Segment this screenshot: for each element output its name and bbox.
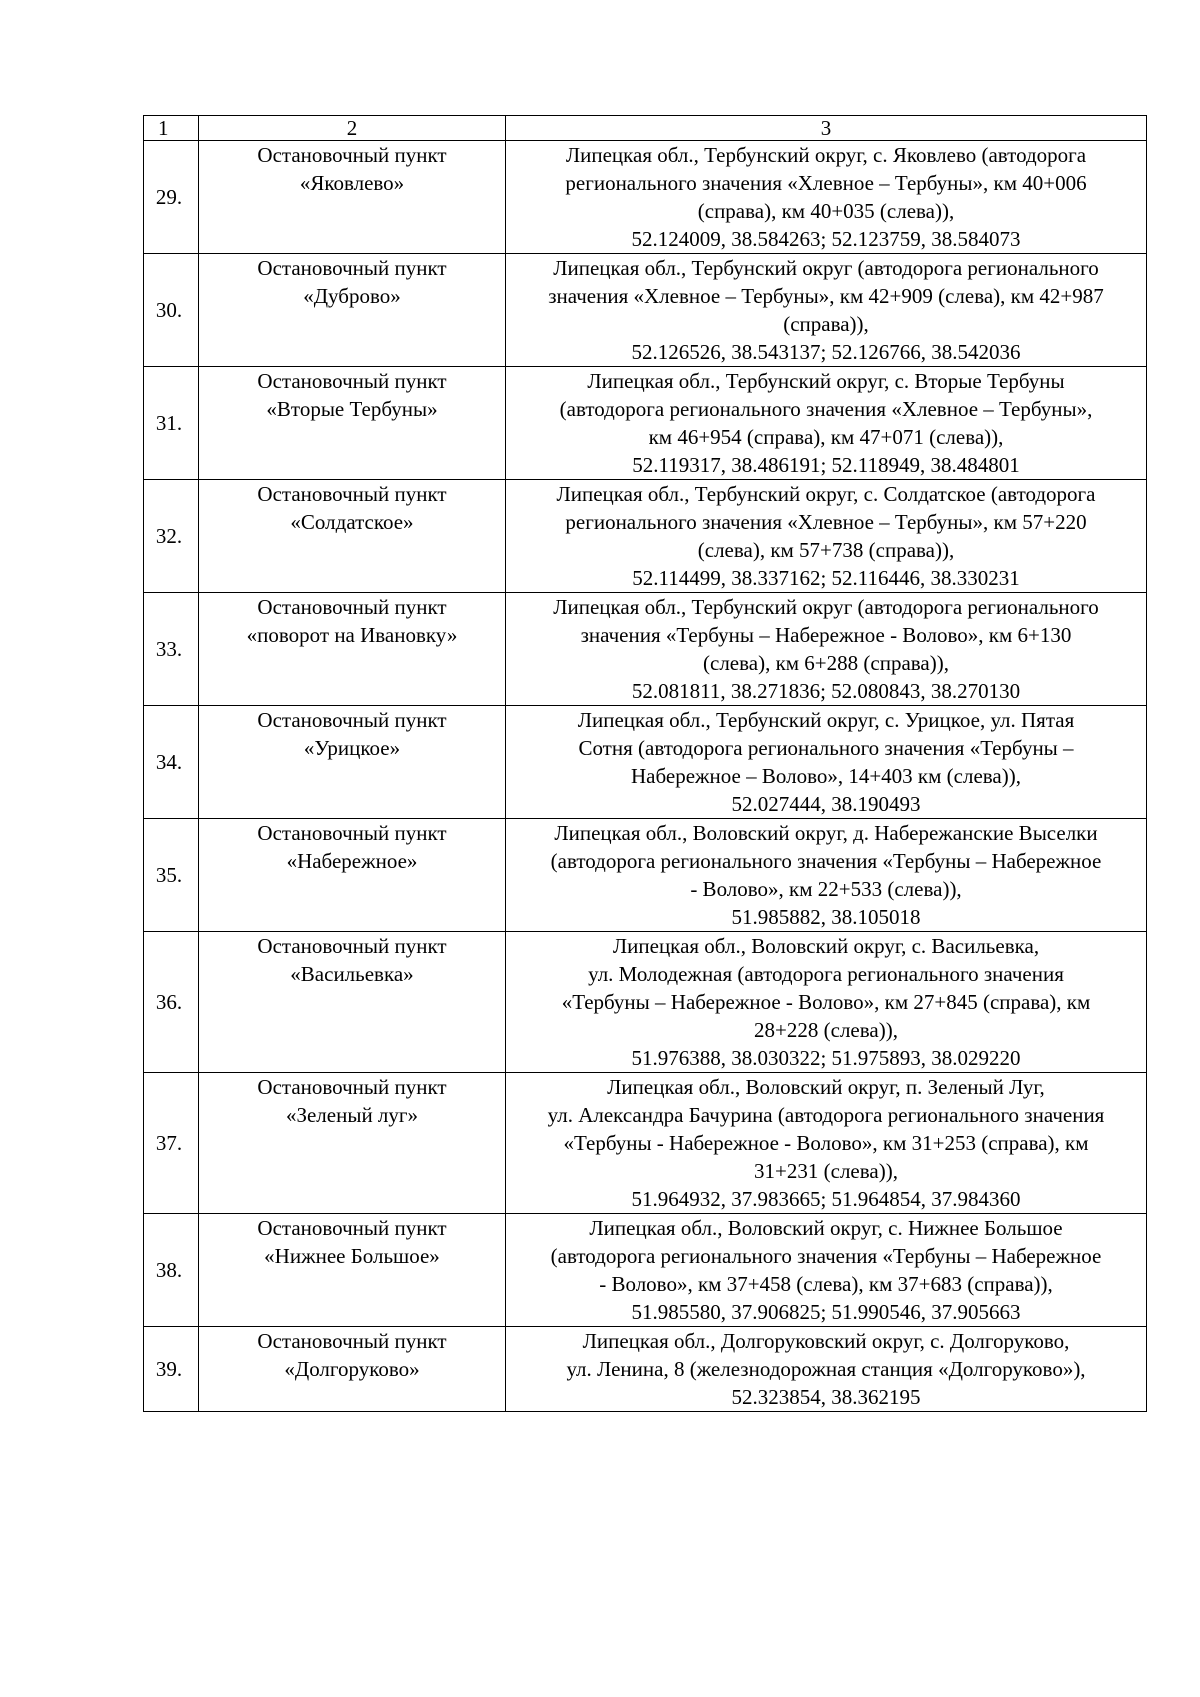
stop-address-line: 51.985882, 38.105018 — [731, 905, 921, 929]
stop-address-line: 51.985580, 37.906825; 51.990546, 37.905663 — [631, 1300, 1021, 1324]
stop-address-line: (справа), км 40+035 (слева)), — [697, 199, 955, 223]
stop-address-cell — [506, 706, 1147, 819]
stop-name-line: Остановочный пункт — [257, 1216, 447, 1240]
stop-address-line: ул. Молодежная (автодорога регионального значения — [588, 962, 1064, 986]
stop-name-cell — [199, 593, 506, 706]
stop-name-cell — [199, 254, 506, 367]
stop-address-line: (автодорога регионального значения «Тербуны – Набережное — [550, 1244, 1102, 1268]
stop-name-line: «Набережное» — [286, 849, 418, 873]
stop-name-line: «Солдатское» — [290, 510, 414, 534]
stop-address-line: Липецкая обл., Воловский округ, д. Набережанские Выселки — [554, 821, 1098, 845]
row-number: 37. — [144, 1073, 199, 1214]
stop-name-cell — [199, 1327, 506, 1412]
stop-address-cell — [506, 1327, 1147, 1412]
stop-name-line: «поворот на Ивановку» — [246, 623, 458, 647]
table-body — [144, 141, 1147, 1412]
row-number: 38. — [144, 1214, 199, 1327]
stop-address-line: 52.124009, 38.584263; 52.123759, 38.584073 — [631, 227, 1021, 251]
stop-address-line: Липецкая обл., Тербунский округ, с. Урицкое, ул. Пятая — [577, 708, 1075, 732]
table-row — [144, 1073, 1147, 1214]
stop-name-line: Остановочный пункт — [257, 595, 447, 619]
stop-address-line: 52.119317, 38.486191; 52.118949, 38.484801 — [632, 453, 1020, 477]
stop-address-line: 52.114499, 38.337162; 52.116446, 38.330231 — [632, 566, 1020, 590]
table-row — [144, 932, 1147, 1073]
stop-name-line: «Дуброво» — [303, 284, 401, 308]
stop-address-line: значения «Тербуны – Набережное - Волово», км 6+130 — [580, 623, 1072, 647]
stop-address-line: «Тербуны - Набережное - Волово», км 31+253 (справа), км — [563, 1131, 1089, 1155]
stop-address-cell — [506, 141, 1147, 254]
stop-address-line: 28+228 (слева)), — [754, 1018, 898, 1042]
stop-name-cell — [199, 141, 506, 254]
stop-name-line: Остановочный пункт — [257, 821, 447, 845]
row-number: 31. — [144, 367, 199, 480]
table-row — [144, 1214, 1147, 1327]
stop-address-line: (автодорога регионального значения «Тербуны – Набережное — [550, 849, 1102, 873]
stop-name-cell — [199, 932, 506, 1073]
stop-name-cell — [199, 819, 506, 932]
stop-address-line: 51.976388, 38.030322; 51.975893, 38.029220 — [631, 1046, 1021, 1070]
stop-name-line: Остановочный пункт — [257, 1075, 447, 1099]
stop-name-line: «Урицкое» — [303, 736, 401, 760]
table-row — [144, 593, 1147, 706]
stop-address-line: (слева), км 57+738 (справа)), — [697, 538, 955, 562]
stop-address-line: 51.964932, 37.983665; 51.964854, 37.984360 — [631, 1187, 1021, 1211]
row-number: 32. — [144, 480, 199, 593]
table-row — [144, 141, 1147, 254]
stop-address-cell — [506, 819, 1147, 932]
stop-name-line: Остановочный пункт — [257, 708, 447, 732]
row-number: 36. — [144, 932, 199, 1073]
header-col-3: 3 — [506, 116, 1147, 141]
stop-name-line: «Вторые Тербуны» — [266, 397, 438, 421]
stop-address-line: (справа)), — [783, 312, 869, 336]
stop-address-line: - Волово», км 22+533 (слева)), — [690, 877, 962, 901]
stop-name-line: «Нижнее Большое» — [264, 1244, 440, 1268]
stop-address-line: 52.027444, 38.190493 — [731, 792, 921, 816]
stop-address-line: Липецкая обл., Тербунский округ (автодорога регионального — [553, 256, 1099, 280]
stop-address-line: 52.323854, 38.362195 — [731, 1385, 921, 1409]
header-col-1: 1 — [144, 116, 199, 141]
stop-name-line: «Васильевка» — [290, 962, 414, 986]
stop-name-cell — [199, 706, 506, 819]
header-row — [144, 116, 1147, 141]
stop-address-cell — [506, 480, 1147, 593]
stop-address-line: (автодорога регионального значения «Хлевное – Тербуны», — [559, 397, 1093, 421]
stop-name-line: Остановочный пункт — [257, 143, 447, 167]
stop-address-cell — [506, 1073, 1147, 1214]
table-row — [144, 1327, 1147, 1412]
row-number: 33. — [144, 593, 199, 706]
document-page — [143, 115, 1146, 1412]
stop-address-line: Сотня (автодорога регионального значения «Тербуны – — [578, 736, 1074, 760]
stop-address-line: ул. Ленина, 8 (железнодорожная станция «Долгоруково»), — [566, 1357, 1086, 1381]
stop-name-line: Остановочный пункт — [257, 482, 447, 506]
stop-address-line: регионального значения «Хлевное – Тербуны», км 57+220 — [565, 510, 1087, 534]
stop-address-line: 52.126526, 38.543137; 52.126766, 38.542036 — [631, 340, 1021, 364]
stop-address-line: Набережное – Волово», 14+403 км (слева)), — [631, 764, 1021, 788]
stop-address-line: км 46+954 (справа), км 47+071 (слева)), — [648, 425, 1004, 449]
stop-name-line: «Зеленый луг» — [285, 1103, 419, 1127]
stop-name-line: «Яковлево» — [299, 171, 405, 195]
row-number: 39. — [144, 1327, 199, 1412]
stop-address-line: Липецкая обл., Воловский округ, с. Нижнее Большое — [589, 1216, 1063, 1240]
stop-address-line: Липецкая обл., Тербунский округ, с. Солдатское (автодорога — [556, 482, 1096, 506]
stop-address-line: Липецкая обл., Воловский округ, с. Васильевка, — [612, 934, 1040, 958]
stop-name-cell — [199, 1073, 506, 1214]
stop-address-cell — [506, 367, 1147, 480]
stop-name-line: Остановочный пункт — [257, 256, 447, 280]
bus-stops-table — [143, 115, 1147, 1412]
stop-address-line: Липецкая обл., Тербунский округ (автодорога регионального — [553, 595, 1099, 619]
stop-address-line: значения «Хлевное – Тербуны», км 42+909 (слева), км 42+987 — [548, 284, 1104, 308]
stop-name-line: «Долгоруково» — [284, 1357, 420, 1381]
stop-address-cell — [506, 1214, 1147, 1327]
stop-address-line: - Волово», км 37+458 (слева), км 37+683 (справа)), — [599, 1272, 1053, 1296]
stop-address-line: Липецкая обл., Долгоруковский округ, с. Долгоруково, — [582, 1329, 1070, 1353]
stop-address-cell — [506, 932, 1147, 1073]
stop-address-line: (слева), км 6+288 (справа)), — [703, 651, 949, 675]
table-row — [144, 367, 1147, 480]
stop-address-cell — [506, 593, 1147, 706]
stop-address-line: ул. Александра Бачурина (автодорога регионального значения — [547, 1103, 1105, 1127]
stop-address-cell — [506, 254, 1147, 367]
table-row — [144, 480, 1147, 593]
stop-name-line: Остановочный пункт — [257, 934, 447, 958]
stop-name-line: Остановочный пункт — [257, 369, 447, 393]
stop-address-line: Липецкая обл., Тербунский округ, с. Вторые Тербуны — [587, 369, 1065, 393]
stop-address-line: Липецкая обл., Тербунский округ, с. Яковлево (автодорога — [565, 143, 1087, 167]
stop-name-cell — [199, 367, 506, 480]
row-number: 34. — [144, 706, 199, 819]
table-row — [144, 706, 1147, 819]
stop-address-line: 31+231 (слева)), — [754, 1159, 898, 1183]
table-row — [144, 819, 1147, 932]
stop-name-cell — [199, 480, 506, 593]
stop-address-line: регионального значения «Хлевное – Тербуны», км 40+006 — [565, 171, 1087, 195]
row-number: 29. — [144, 141, 199, 254]
header-col-2: 2 — [199, 116, 506, 141]
row-number: 30. — [144, 254, 199, 367]
stop-address-line: «Тербуны – Набережное - Волово», км 27+845 (справа), км — [561, 990, 1091, 1014]
stop-name-line: Остановочный пункт — [257, 1329, 447, 1353]
stop-address-line: Липецкая обл., Воловский округ, п. Зеленый Луг, — [607, 1075, 1045, 1099]
row-number: 35. — [144, 819, 199, 932]
stop-address-line: 52.081811, 38.271836; 52.080843, 38.270130 — [631, 679, 1021, 703]
stop-name-cell — [199, 1214, 506, 1327]
table-row — [144, 254, 1147, 367]
